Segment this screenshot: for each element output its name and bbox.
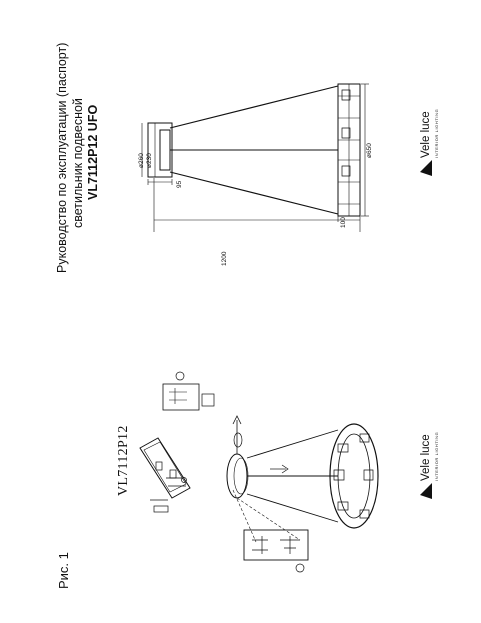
dim-drop-length: 1200	[221, 251, 228, 266]
brand-name-bottom: Vele luce	[420, 434, 432, 481]
dimension-drawing	[142, 84, 369, 232]
brand-name-top: Vele luce	[420, 111, 432, 158]
manual-subtitle: светильник подвесной	[71, 98, 85, 228]
dim-shade-height: 100	[340, 217, 347, 228]
assembly-model-label: VL7112P12	[116, 425, 131, 496]
model-title: VL7112P12 UFO	[86, 104, 100, 200]
manual-title: Руководство по эксплуатации (паспорт)	[55, 42, 69, 273]
dim-canopy-outer: ø260	[138, 153, 145, 168]
brand-logo-bottom-mark	[420, 483, 432, 499]
dim-shade-diameter: ø650	[366, 143, 373, 158]
dim-canopy-inner: ø230	[146, 153, 153, 168]
brand-tagline-bottom: INTERIOR LIGHTING	[434, 431, 439, 481]
dim-canopy-height: 95	[176, 180, 183, 188]
assembly-drawing	[140, 372, 378, 572]
brand-tagline-top: INTERIOR LIGHTING	[434, 108, 439, 158]
figure-label: Рис. 1	[56, 552, 71, 589]
brand-logo-top-mark	[420, 160, 432, 176]
